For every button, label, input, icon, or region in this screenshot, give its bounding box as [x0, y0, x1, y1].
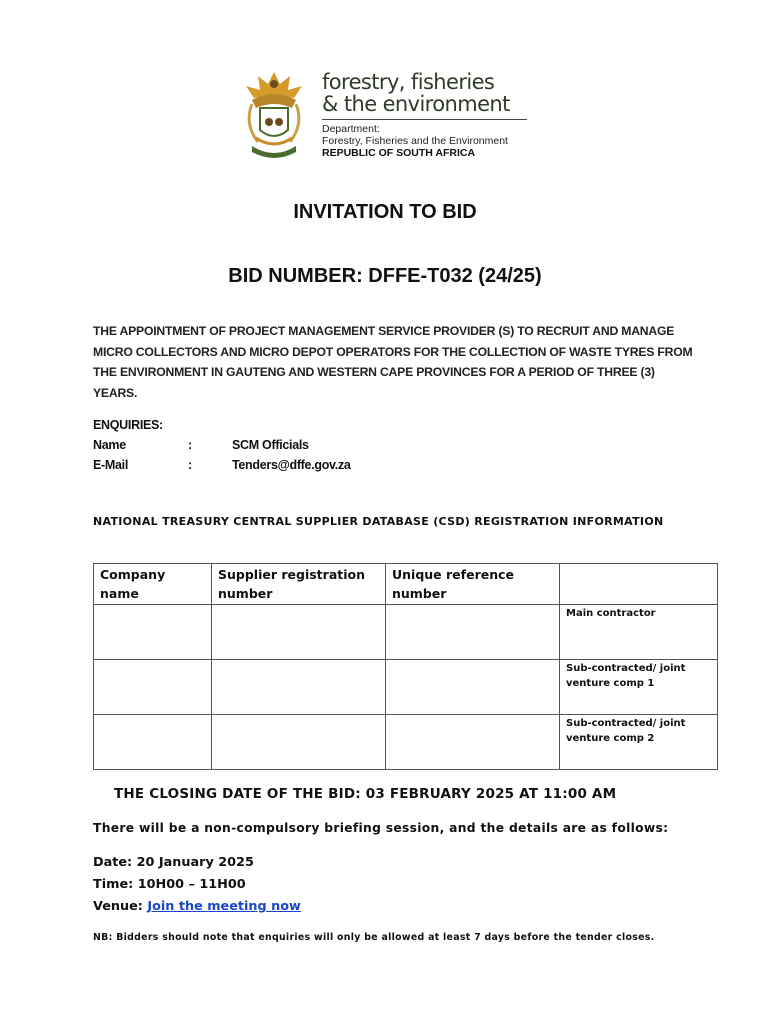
role-label: Main contractor: [566, 608, 656, 619]
header-unique-reference-number: Unique reference number: [386, 564, 560, 605]
company-name-cell[interactable]: [94, 605, 212, 660]
supplier-registration-cell[interactable]: [212, 715, 386, 770]
email-label: E-Mail: [93, 458, 129, 472]
table-header-row: [94, 564, 718, 605]
name-value: SCM Officials: [232, 438, 309, 452]
bid-number: BID NUMBER: DFFE-T032 (24/25): [228, 265, 542, 287]
email-colon: :: [188, 458, 192, 472]
department-label: Department:: [322, 123, 380, 135]
unique-reference-cell[interactable]: [386, 660, 560, 715]
table-row: [94, 605, 718, 660]
join-meeting-link[interactable]: Join the meeting now: [147, 899, 301, 914]
page-title: INVITATION TO BID: [293, 201, 477, 223]
venue-label: Venue:: [93, 899, 148, 914]
company-name-cell[interactable]: [94, 660, 212, 715]
supplier-registration-cell[interactable]: [212, 660, 386, 715]
role-cell: [560, 660, 718, 715]
table-row: [94, 660, 718, 715]
south-africa-coat-of-arms-icon: [238, 68, 310, 160]
header-supplier-registration-number: Supplier registration number: [212, 564, 386, 605]
country-name: REPUBLIC OF SOUTH AFRICA: [322, 147, 476, 159]
table-row: [94, 715, 718, 770]
header-company-name: Company name: [94, 564, 212, 605]
enquiry-note: NB: Bidders should note that enquiries will only be allowed at least 7 days before the tender closes.: [93, 932, 655, 943]
briefing-venue: [93, 899, 301, 914]
email-value: Tenders@dffe.gov.za: [232, 458, 351, 472]
brand-line-1: forestry, fisheries: [322, 70, 495, 94]
enquiries-heading: ENQUIRIES:: [93, 418, 163, 432]
brand-divider: [322, 119, 527, 120]
role-cell: [560, 605, 718, 660]
unique-reference-cell[interactable]: [386, 605, 560, 660]
header-role: [560, 564, 718, 605]
role-cell: [560, 715, 718, 770]
supplier-registration-cell[interactable]: [212, 605, 386, 660]
briefing-intro: There will be a non-compulsory briefing session, and the details are as follows:: [93, 821, 669, 835]
company-name-cell[interactable]: [94, 715, 212, 770]
department-name: Forestry, Fisheries and the Environment: [322, 135, 508, 147]
briefing-date: Date: 20 January 2025: [93, 855, 254, 870]
csd-registration-table: [93, 563, 718, 770]
closing-date: THE CLOSING DATE OF THE BID: 03 FEBRUARY 2025 AT 11:00 AM: [114, 786, 617, 802]
brand-line-2: & the environment: [322, 92, 510, 116]
department-logo: [238, 68, 538, 163]
name-colon: :: [188, 438, 192, 452]
role-label: Sub-contracted/ joint venture comp 2: [566, 718, 686, 744]
csd-heading: NATIONAL TREASURY CENTRAL SUPPLIER DATABASE (CSD) REGISTRATION INFORMATION: [93, 515, 664, 528]
name-label: Name: [93, 438, 126, 452]
role-label: Sub-contracted/ joint venture comp 1: [566, 663, 686, 689]
briefing-time: Time: 10H00 – 11H00: [93, 877, 246, 892]
unique-reference-cell[interactable]: [386, 715, 560, 770]
bid-description: THE APPOINTMENT OF PROJECT MANAGEMENT SERVICE PROVIDER (S) TO RECRUIT AND MANAGE MICRO COLLECTORS AND MICRO DEPOT OPERATORS FOR THE COLLECTION OF WASTE TYRES FROM THE ENVIRONMENT IN GAUTENG AND WESTERN CAPE PROVINCES FOR A PERIOD OF THREE (3) YEARS.: [93, 324, 693, 400]
